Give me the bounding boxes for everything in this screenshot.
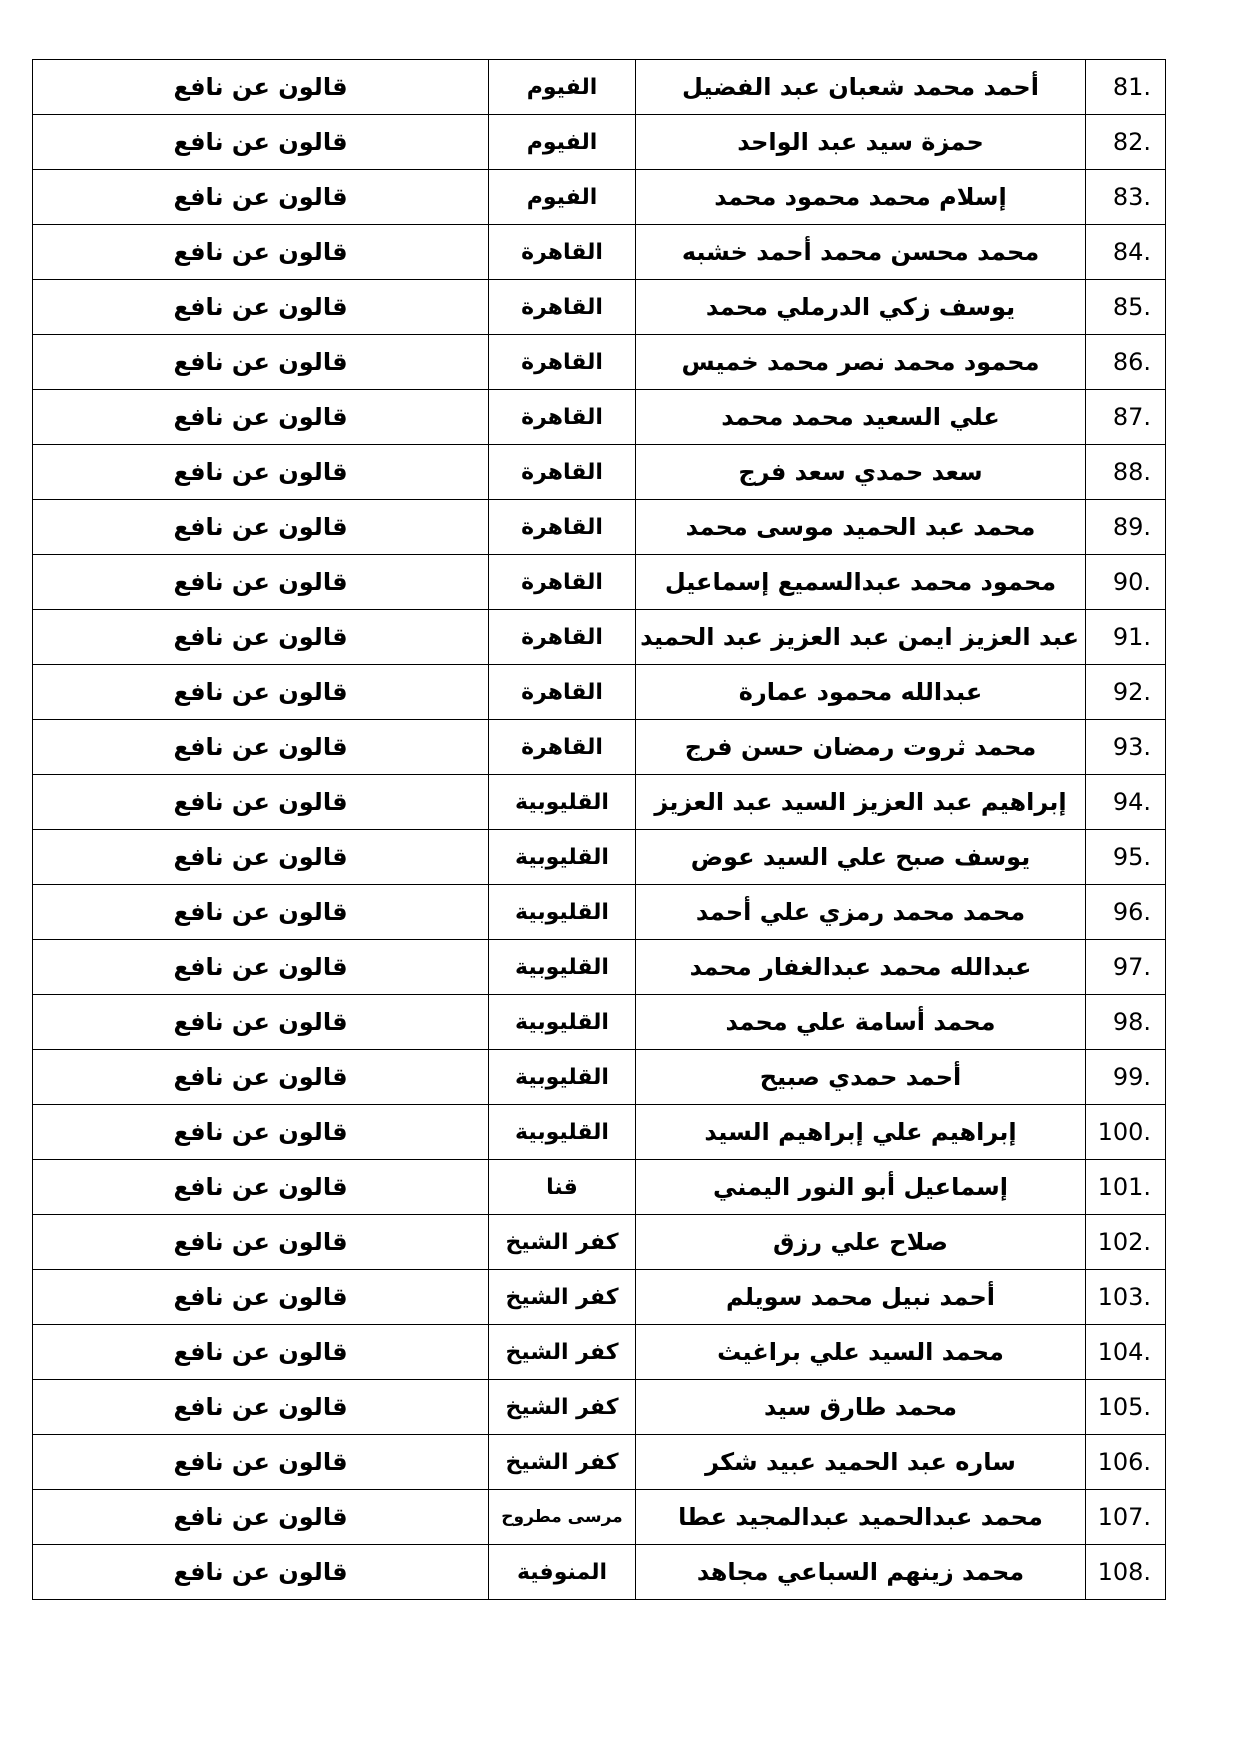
row-number: 91. [1086, 610, 1166, 665]
riwaya: قالون عن نافع [33, 1380, 489, 1435]
row-number: 81. [1086, 60, 1166, 115]
riwaya: قالون عن نافع [33, 1215, 489, 1270]
participant-name: محمود محمد عبدالسميع إسماعيل [636, 555, 1086, 610]
governorate: كفر الشيخ [489, 1435, 636, 1490]
governorate: القليوبية [489, 775, 636, 830]
governorate: الفيوم [489, 60, 636, 115]
row-number: 90. [1086, 555, 1166, 610]
governorate: القاهرة [489, 500, 636, 555]
governorate: القاهرة [489, 390, 636, 445]
riwaya: قالون عن نافع [33, 390, 489, 445]
row-number: 85. [1086, 280, 1166, 335]
riwaya: قالون عن نافع [33, 830, 489, 885]
riwaya: قالون عن نافع [33, 885, 489, 940]
row-number: 82. [1086, 115, 1166, 170]
riwaya: قالون عن نافع [33, 335, 489, 390]
governorate: القاهرة [489, 225, 636, 280]
row-number: 99. [1086, 1050, 1166, 1105]
table-row [33, 280, 1166, 335]
participant-name: محمد محسن محمد أحمد خشبه [636, 225, 1086, 280]
table-row [33, 775, 1166, 830]
governorate: القاهرة [489, 720, 636, 775]
row-number: 96. [1086, 885, 1166, 940]
governorate: كفر الشيخ [489, 1380, 636, 1435]
row-number: 88. [1086, 445, 1166, 500]
participant-name: حمزة سيد عبد الواحد [636, 115, 1086, 170]
riwaya: قالون عن نافع [33, 995, 489, 1050]
table-row [33, 60, 1166, 115]
row-number: 83. [1086, 170, 1166, 225]
table-row [33, 1160, 1166, 1215]
participant-name: محمد السيد علي براغيث [636, 1325, 1086, 1380]
riwaya: قالون عن نافع [33, 1325, 489, 1380]
governorate: القليوبية [489, 1050, 636, 1105]
table-row [33, 1490, 1166, 1545]
table-row [33, 1105, 1166, 1160]
governorate: الفيوم [489, 115, 636, 170]
riwaya: قالون عن نافع [33, 1490, 489, 1545]
row-number: 97. [1086, 940, 1166, 995]
riwaya: قالون عن نافع [33, 1160, 489, 1215]
participant-name: عبدالله محمد عبدالغفار محمد [636, 940, 1086, 995]
participant-name: سعد حمدي سعد فرج [636, 445, 1086, 500]
governorate: القاهرة [489, 280, 636, 335]
table-row [33, 885, 1166, 940]
riwaya: قالون عن نافع [33, 720, 489, 775]
table-row [33, 170, 1166, 225]
riwaya: قالون عن نافع [33, 1545, 489, 1600]
row-number: 103. [1086, 1270, 1166, 1325]
governorate: كفر الشيخ [489, 1215, 636, 1270]
governorate: مرسى مطروح [489, 1490, 636, 1545]
participant-name: إبراهيم علي إبراهيم السيد [636, 1105, 1086, 1160]
table-row [33, 940, 1166, 995]
riwaya: قالون عن نافع [33, 665, 489, 720]
participant-name: صلاح علي رزق [636, 1215, 1086, 1270]
participant-name: علي السعيد محمد محمد [636, 390, 1086, 445]
governorate: القليوبية [489, 830, 636, 885]
participant-name: ساره عبد الحميد عبيد شكر [636, 1435, 1086, 1490]
table-row [33, 1270, 1166, 1325]
participant-name: أحمد حمدي صبيح [636, 1050, 1086, 1105]
participant-name: محمد عبدالحميد عبدالمجيد عطا [636, 1490, 1086, 1545]
table-row [33, 830, 1166, 885]
participant-name: محمد ثروت رمضان حسن فرج [636, 720, 1086, 775]
governorate: القليوبية [489, 1105, 636, 1160]
table-row [33, 1380, 1166, 1435]
row-number: 95. [1086, 830, 1166, 885]
row-number: 107. [1086, 1490, 1166, 1545]
row-number: 105. [1086, 1380, 1166, 1435]
riwaya: قالون عن نافع [33, 115, 489, 170]
participant-name: محمد عبد الحميد موسى محمد [636, 500, 1086, 555]
row-number: 93. [1086, 720, 1166, 775]
participant-name: أحمد نبيل محمد سويلم [636, 1270, 1086, 1325]
row-number: 108. [1086, 1545, 1166, 1600]
riwaya: قالون عن نافع [33, 555, 489, 610]
participant-name: إسماعيل أبو النور اليمني [636, 1160, 1086, 1215]
table-row [33, 390, 1166, 445]
governorate: القليوبية [489, 885, 636, 940]
table-row [33, 610, 1166, 665]
results-table [32, 59, 1166, 1600]
row-number: 92. [1086, 665, 1166, 720]
riwaya: قالون عن نافع [33, 1105, 489, 1160]
participant-name: محمود محمد نصر محمد خميس [636, 335, 1086, 390]
governorate: قنا [489, 1160, 636, 1215]
row-number: 87. [1086, 390, 1166, 445]
governorate: كفر الشيخ [489, 1270, 636, 1325]
row-number: 100. [1086, 1105, 1166, 1160]
row-number: 86. [1086, 335, 1166, 390]
row-number: 98. [1086, 995, 1166, 1050]
riwaya: قالون عن نافع [33, 775, 489, 830]
riwaya: قالون عن نافع [33, 445, 489, 500]
participant-name: إسلام محمد محمود محمد [636, 170, 1086, 225]
participant-name: محمد زينهم السباعي مجاهد [636, 1545, 1086, 1600]
table-row [33, 995, 1166, 1050]
governorate: القاهرة [489, 665, 636, 720]
row-number: 104. [1086, 1325, 1166, 1380]
governorate: القاهرة [489, 335, 636, 390]
row-number: 101. [1086, 1160, 1166, 1215]
governorate: المنوفية [489, 1545, 636, 1600]
riwaya: قالون عن نافع [33, 1050, 489, 1105]
table-row [33, 225, 1166, 280]
table-row [33, 720, 1166, 775]
table-row [33, 555, 1166, 610]
participant-name: يوسف زكي الدرملي محمد [636, 280, 1086, 335]
governorate: القليوبية [489, 995, 636, 1050]
participant-name: عبدالله محمود عمارة [636, 665, 1086, 720]
table-row [33, 115, 1166, 170]
table-row [33, 500, 1166, 555]
governorate: الفيوم [489, 170, 636, 225]
participant-name: محمد محمد رمزي علي أحمد [636, 885, 1086, 940]
table-row [33, 1435, 1166, 1490]
participant-name: أحمد محمد شعبان عبد الفضيل [636, 60, 1086, 115]
riwaya: قالون عن نافع [33, 225, 489, 280]
row-number: 102. [1086, 1215, 1166, 1270]
governorate: القاهرة [489, 555, 636, 610]
table-row [33, 1215, 1166, 1270]
riwaya: قالون عن نافع [33, 280, 489, 335]
governorate: القاهرة [489, 610, 636, 665]
riwaya: قالون عن نافع [33, 940, 489, 995]
participant-name: يوسف صبح علي السيد عوض [636, 830, 1086, 885]
table-row [33, 445, 1166, 500]
participant-name: محمد طارق سيد [636, 1380, 1086, 1435]
row-number: 106. [1086, 1435, 1166, 1490]
riwaya: قالون عن نافع [33, 500, 489, 555]
riwaya: قالون عن نافع [33, 1435, 489, 1490]
row-number: 89. [1086, 500, 1166, 555]
riwaya: قالون عن نافع [33, 170, 489, 225]
governorate: القاهرة [489, 445, 636, 500]
row-number: 84. [1086, 225, 1166, 280]
table-row [33, 1325, 1166, 1380]
table-row [33, 665, 1166, 720]
governorate: القليوبية [489, 940, 636, 995]
table-body [33, 60, 1166, 1600]
riwaya: قالون عن نافع [33, 60, 489, 115]
row-number: 94. [1086, 775, 1166, 830]
governorate: كفر الشيخ [489, 1325, 636, 1380]
table-row [33, 335, 1166, 390]
riwaya: قالون عن نافع [33, 610, 489, 665]
riwaya: قالون عن نافع [33, 1270, 489, 1325]
participant-name: محمد أسامة علي محمد [636, 995, 1086, 1050]
participant-name: إبراهيم عبد العزيز السيد عبد العزيز [636, 775, 1086, 830]
table-row [33, 1050, 1166, 1105]
participant-name: عبد العزيز ايمن عبد العزيز عبد الحميد [636, 610, 1086, 665]
table-row [33, 1545, 1166, 1600]
